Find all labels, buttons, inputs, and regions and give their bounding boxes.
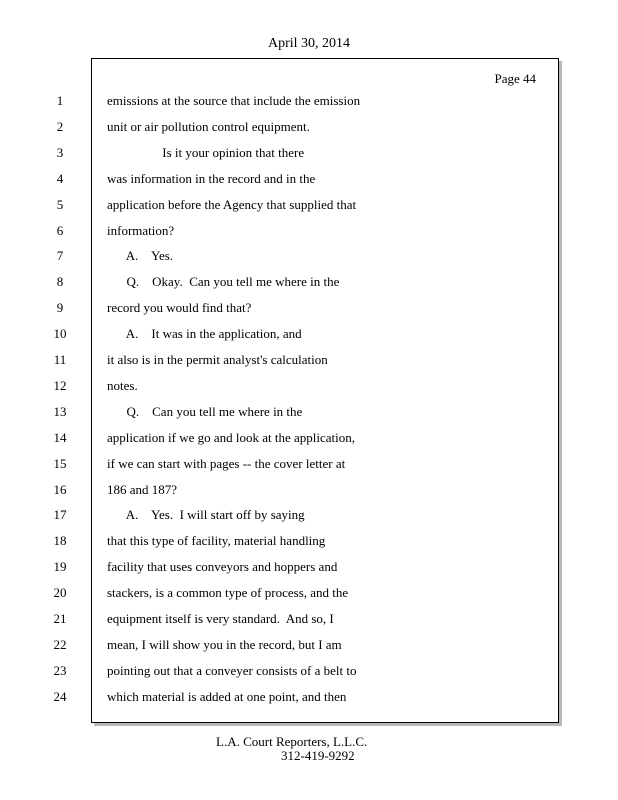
line-number: 3 (56, 144, 64, 160)
line-number: 10 (53, 326, 67, 342)
line-number: 18 (53, 533, 67, 549)
line-number: 8 (56, 274, 64, 290)
line-number: 11 (53, 352, 67, 367)
line-number: 19 (53, 559, 67, 575)
line-number: 24 (53, 688, 67, 704)
transcript-line: emissions at the source that include the emission (107, 93, 361, 108)
header-date: April 30, 2014 (267, 36, 351, 51)
transcript-line: application before the Agency that supplied that (107, 196, 357, 212)
transcript-line: information? (107, 222, 175, 238)
line-number: 6 (56, 222, 64, 238)
line-number: 1 (56, 93, 64, 108)
transcript-line: 186 and 187? (107, 481, 178, 497)
transcript-line: mean, I will show you in the record, but I am (107, 636, 342, 652)
transcript-line: equipment itself is very standard. And so, I (107, 611, 334, 626)
line-number: 4 (56, 170, 64, 186)
transcript-line: which material is added at one point, and then (107, 688, 347, 704)
line-number: 7 (56, 248, 64, 264)
transcript-line: if we can start with pages -- the cover letter at (107, 455, 346, 471)
line-number: 2 (56, 118, 64, 134)
footer-phone: 312-419-9292 (281, 748, 355, 763)
footer-company: L.A. Court Reporters, L.L.C. (216, 734, 368, 749)
line-number: 13 (53, 403, 67, 419)
transcript-line: A. Yes. I will start off by saying (107, 507, 305, 523)
transcript-line: A. It was in the application, and (107, 326, 302, 342)
transcript-line: stackers, is a common type of process, and the (107, 585, 349, 601)
transcript-line: it also is in the permit analyst's calculation (107, 352, 328, 367)
transcript-line: unit or air pollution control equipment. (107, 118, 310, 134)
transcript-line: was information in the record and in the (107, 170, 316, 186)
transcript-line: record you would find that? (107, 300, 252, 316)
transcript-line: application if we go and look at the application, (107, 429, 356, 445)
line-number: 14 (53, 429, 67, 445)
transcript-line: Q. Can you tell me where in the (107, 403, 303, 419)
transcript-line: Q. Okay. Can you tell me where in the (107, 274, 340, 290)
page-number: Page 44 (494, 71, 536, 86)
line-number: 12 (53, 377, 67, 393)
transcript-line: facility that uses conveyors and hoppers and (107, 559, 338, 575)
line-number: 21 (53, 611, 67, 626)
transcript-line: A. Yes. (107, 248, 174, 264)
transcript-line: pointing out that a conveyer consists of a belt to (107, 662, 357, 678)
transcript-line: that this type of facility, material handling (107, 533, 326, 549)
transcript-line: Is it your opinion that there (107, 144, 305, 160)
line-number: 23 (53, 662, 67, 678)
line-number: 5 (56, 196, 64, 212)
line-number: 20 (53, 585, 67, 601)
line-number: 15 (53, 455, 67, 471)
transcript-line: notes. (107, 377, 138, 393)
line-number: 22 (53, 636, 67, 652)
line-number: 17 (53, 507, 67, 523)
line-number: 9 (56, 300, 64, 316)
line-number: 16 (53, 481, 67, 497)
